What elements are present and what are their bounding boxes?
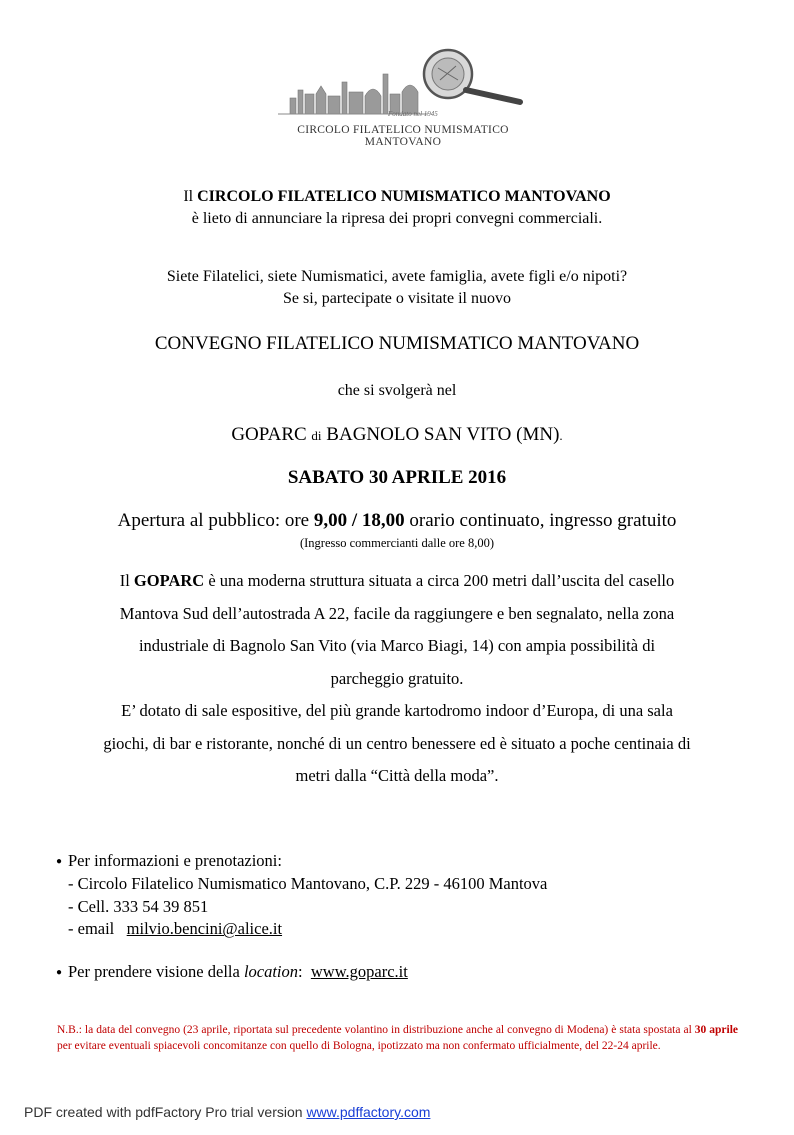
opening-prefix: Apertura al pubblico: ore <box>117 510 310 531</box>
footnote-part-2: per evitare eventuali spiacevoli concomitanze con quello di Bologna, ipotizzato ma non confermato ufficialmente, del 22-24 aprile. <box>57 1040 661 1052</box>
opening-suffix: orario continuato, ingresso gratuito <box>409 510 677 531</box>
footnote-bold: 30 aprile <box>694 1024 739 1036</box>
location-intro: che si svolgerà nel <box>337 382 457 399</box>
intro-line-1 <box>0 188 794 206</box>
event-date: SABATO 30 APRILE 2016 <box>287 467 507 488</box>
footnote <box>57 1022 738 1054</box>
description-line: industriale di Bagnolo San Vito (via Marco Biagi, 14) con ampia possibilità di <box>138 636 656 655</box>
description-line: Il GOPARC è una moderna struttura situata a circa 200 metri dall’uscita del casello <box>119 571 675 590</box>
intro-prefix: Il <box>183 188 194 205</box>
contacts-email-row <box>56 918 547 941</box>
email-label: - email <box>68 919 115 939</box>
venue-trail: . <box>559 428 563 443</box>
description-line: giochi, di bar e ristorante, nonché di un centro benessere ed è situato a poche centinaia di <box>103 733 691 753</box>
pdf-footer <box>24 1104 430 1120</box>
event-title: CONVEGNO FILATELICO NUMISMATICO MANTOVANO <box>154 333 640 354</box>
logo-founded-text: Fondato nel 1945 <box>388 110 438 118</box>
opening-note: (Ingresso commercianti dalle ore 8,00) <box>299 536 495 550</box>
footer-link[interactable]: www.pdffactory.com <box>306 1104 431 1120</box>
opening-hours-value: 9,00 / 18,00 <box>313 510 405 531</box>
venue-place: BAGNOLO SAN VITO (MN) <box>326 424 560 445</box>
footnote-part-1: N.B.: la data del convegno (23 aprile, riportata sul precedente volantino in distribuzione anche al convegno di Modena) è stata spostata al <box>57 1024 692 1036</box>
bullet-icon: ● <box>56 855 63 867</box>
venue-connector: di <box>311 428 322 443</box>
venue-name: GOPARC <box>231 424 307 445</box>
question-line-1: Siete Filatelici, siete Numismatici, avete famiglia, avete figli e/o nipoti? <box>166 268 628 285</box>
opening-hours <box>0 510 794 532</box>
description-line: Mantova Sud dell’autostrada A 22, facile da raggiungere e ben segnalato, nella zona <box>119 603 675 623</box>
venue-line <box>0 424 794 446</box>
visit-row: ● Per prendere visione della location: www.goparc.it <box>56 961 408 984</box>
contacts-block <box>56 850 547 941</box>
contacts-heading: ● Per informazioni e prenotazioni: <box>56 850 547 873</box>
contacts-address: - Circolo Filatelico Numismatico Mantovano, C.P. 229 - 46100 Mantova <box>68 874 548 894</box>
bullet-icon: ● <box>56 966 63 978</box>
website-link[interactable]: www.goparc.it <box>310 962 408 981</box>
description-line: metri dalla “Città della moda”. <box>295 766 499 785</box>
club-name: CIRCOLO FILATELICO NUMISMATICO MANTOVANO <box>197 188 611 205</box>
intro-line-2: è lieto di annunciare la ripresa dei propri convegni commerciali. <box>191 210 603 227</box>
contacts-phone: - Cell. 333 54 39 851 <box>68 896 209 916</box>
club-logo <box>268 44 538 148</box>
description-line: E’ dotato di sale espositive, del più grande kartodromo indoor d’Europa, di una sala <box>121 701 673 720</box>
visit-italic: location <box>243 962 299 981</box>
email-link[interactable]: milvio.bencini@alice.it <box>126 919 283 939</box>
description-line: parcheggio gratuito. <box>330 668 464 688</box>
description <box>60 565 734 793</box>
visit-prefix: Per prendere visione della <box>68 962 240 981</box>
footer-text: PDF created with pdfFactory Pro trial version <box>24 1104 303 1120</box>
question-line-2: Se si, partecipate o visitate il nuovo <box>283 290 511 307</box>
logo-name: CIRCOLO FILATELICO NUMISMATICO MANTOVANO <box>297 124 509 148</box>
